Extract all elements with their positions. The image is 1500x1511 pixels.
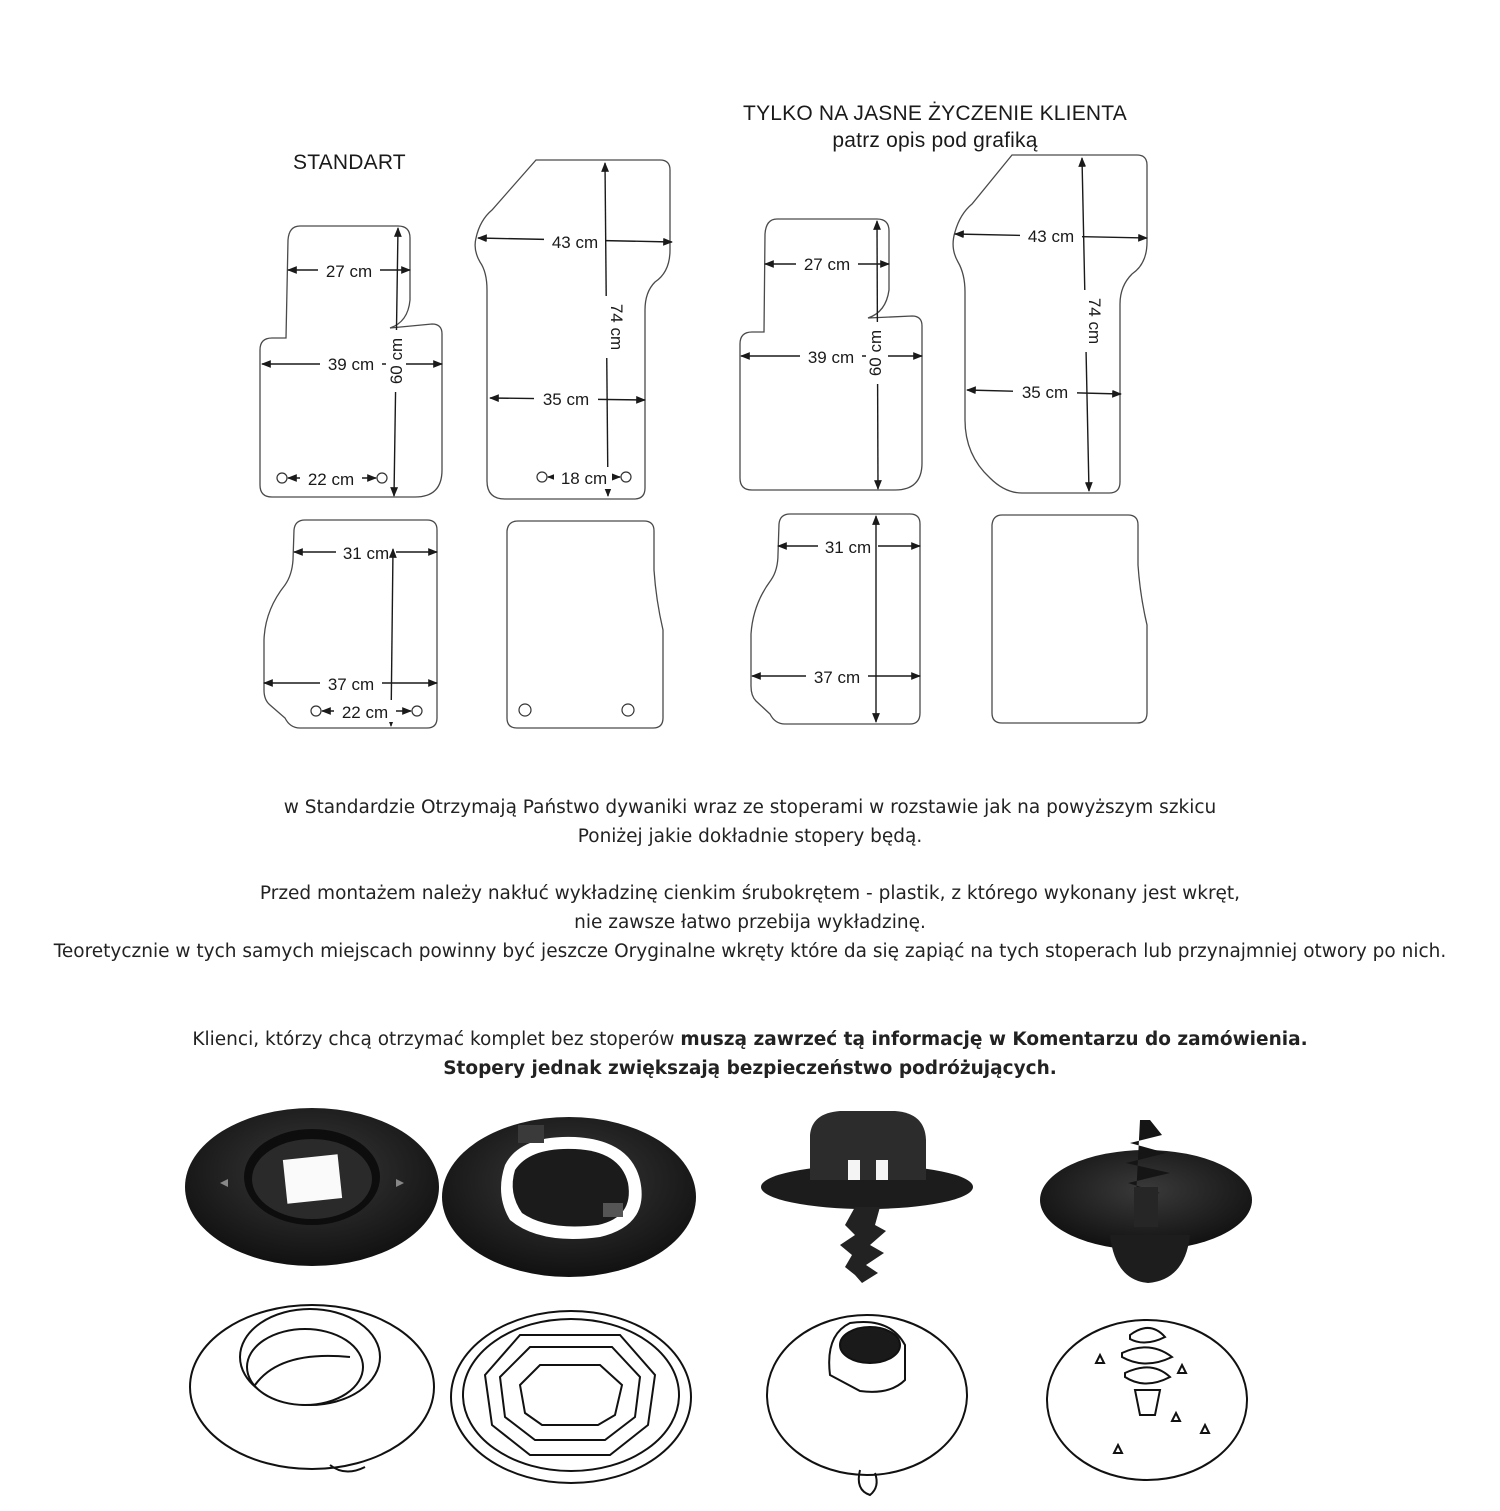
opt-fl-top-width: 27 cm bbox=[803, 255, 851, 274]
std-front-right-mat bbox=[475, 160, 672, 499]
stopper-round-clip-ring-photo bbox=[442, 1117, 696, 1277]
std-fr-height: 74 cm bbox=[607, 303, 626, 351]
stoppers-illustration bbox=[0, 1095, 1500, 1511]
opt-fr-top-width: 43 cm bbox=[1027, 227, 1075, 246]
description-line2: Poniżej jakie dokładnie stopery będą. bbox=[577, 826, 923, 847]
std-fl-top-width: 27 cm bbox=[325, 262, 373, 281]
description-line6-normal: Klienci, którzy chcą otrzymać komplet bez stoperów bbox=[192, 1029, 681, 1050]
standard-heading: STANDART bbox=[293, 151, 406, 174]
stopper-round-clip-base-drawing bbox=[190, 1305, 434, 1472]
stopper-hole bbox=[622, 704, 634, 716]
std-fl-height: 60 cm bbox=[387, 337, 406, 385]
stopper-hole bbox=[621, 472, 631, 482]
description-line6-bold: muszą zawrzeć tą informację w Komentarzu do zamówienia. bbox=[680, 1029, 1308, 1050]
opt-fl-mid-width: 39 cm bbox=[807, 348, 855, 367]
description-line5: Teoretycznie w tych samych miejscach powinny być jeszcze Oryginalne wkręty które da się zapiąć na tych stoperach lub przynajmniej otwory po nich. bbox=[53, 941, 1447, 962]
std-rl-top-width: 31 cm bbox=[342, 544, 390, 563]
opt-rl-top-width: 31 cm bbox=[824, 538, 872, 557]
stopper-hole bbox=[519, 704, 531, 716]
std-fl-mid-width: 39 cm bbox=[327, 355, 375, 374]
stopper-hole bbox=[311, 706, 321, 716]
description-block-2 bbox=[0, 879, 1500, 966]
std-fr-mid-width: 35 cm bbox=[542, 390, 590, 409]
stopper-spiral-screw-drawing bbox=[1047, 1320, 1247, 1480]
stopper-hole bbox=[377, 473, 387, 483]
description-line7-bold: Stopery jednak zwiększają bezpieczeństwo podróżujących. bbox=[443, 1058, 1057, 1079]
stopper-spiral-screw-photo bbox=[1040, 1120, 1252, 1283]
description-line4: nie zawsze łatwo przebija wykładzinę. bbox=[574, 912, 926, 933]
stopper-hole bbox=[412, 706, 422, 716]
std-rear-right-mat bbox=[507, 521, 663, 728]
opt-front-left-mat bbox=[740, 219, 922, 490]
std-front-left-mat bbox=[260, 226, 442, 497]
stopper-round-clip-base-photo bbox=[185, 1108, 439, 1266]
stopper-round-clip-ring-drawing bbox=[451, 1311, 691, 1483]
stopper-hole bbox=[277, 473, 287, 483]
opt-front-right-mat bbox=[953, 155, 1147, 493]
custom-heading-line1: TYLKO NA JASNE ŻYCZENIE KLIENTA bbox=[743, 102, 1127, 125]
description-block-1 bbox=[0, 793, 1500, 851]
opt-rear-left-mat bbox=[751, 514, 920, 724]
description-block-3 bbox=[0, 1025, 1500, 1083]
std-fl-stopper-spacing: 22 cm bbox=[307, 470, 355, 489]
opt-fr-height: 74 cm bbox=[1085, 297, 1104, 345]
std-rear-left-mat bbox=[264, 520, 437, 728]
description-line6 bbox=[0, 1025, 1500, 1054]
opt-fr-mid-width: 35 cm bbox=[1021, 383, 1069, 402]
description-line1: w Standardzie Otrzymają Państwo dywaniki wraz ze stoperami w rozstawie jak na powyższym szkicu bbox=[283, 797, 1217, 818]
std-fr-stopper-spacing: 18 cm bbox=[560, 469, 608, 488]
std-fr-top-width: 43 cm bbox=[551, 233, 599, 252]
stopper-hole bbox=[537, 472, 547, 482]
std-rl-stopper-spacing: 22 cm bbox=[341, 703, 389, 722]
custom-heading-line2: patrz opis pod grafiką bbox=[832, 129, 1038, 152]
opt-rl-bottom-width: 37 cm bbox=[813, 668, 861, 687]
stopper-oval-knob-screw-drawing bbox=[767, 1315, 967, 1495]
stopper-oval-knob-screw-photo bbox=[761, 1111, 973, 1283]
opt-rear-right-mat bbox=[992, 515, 1147, 723]
std-rl-bottom-width: 37 cm bbox=[327, 675, 375, 694]
description-line3: Przed montażem należy nakłuć wykładzinę cienkim śrubokrętem - plastik, z którego wykonany jest wkręt, bbox=[259, 883, 1241, 904]
opt-fl-height: 60 cm bbox=[866, 329, 885, 377]
